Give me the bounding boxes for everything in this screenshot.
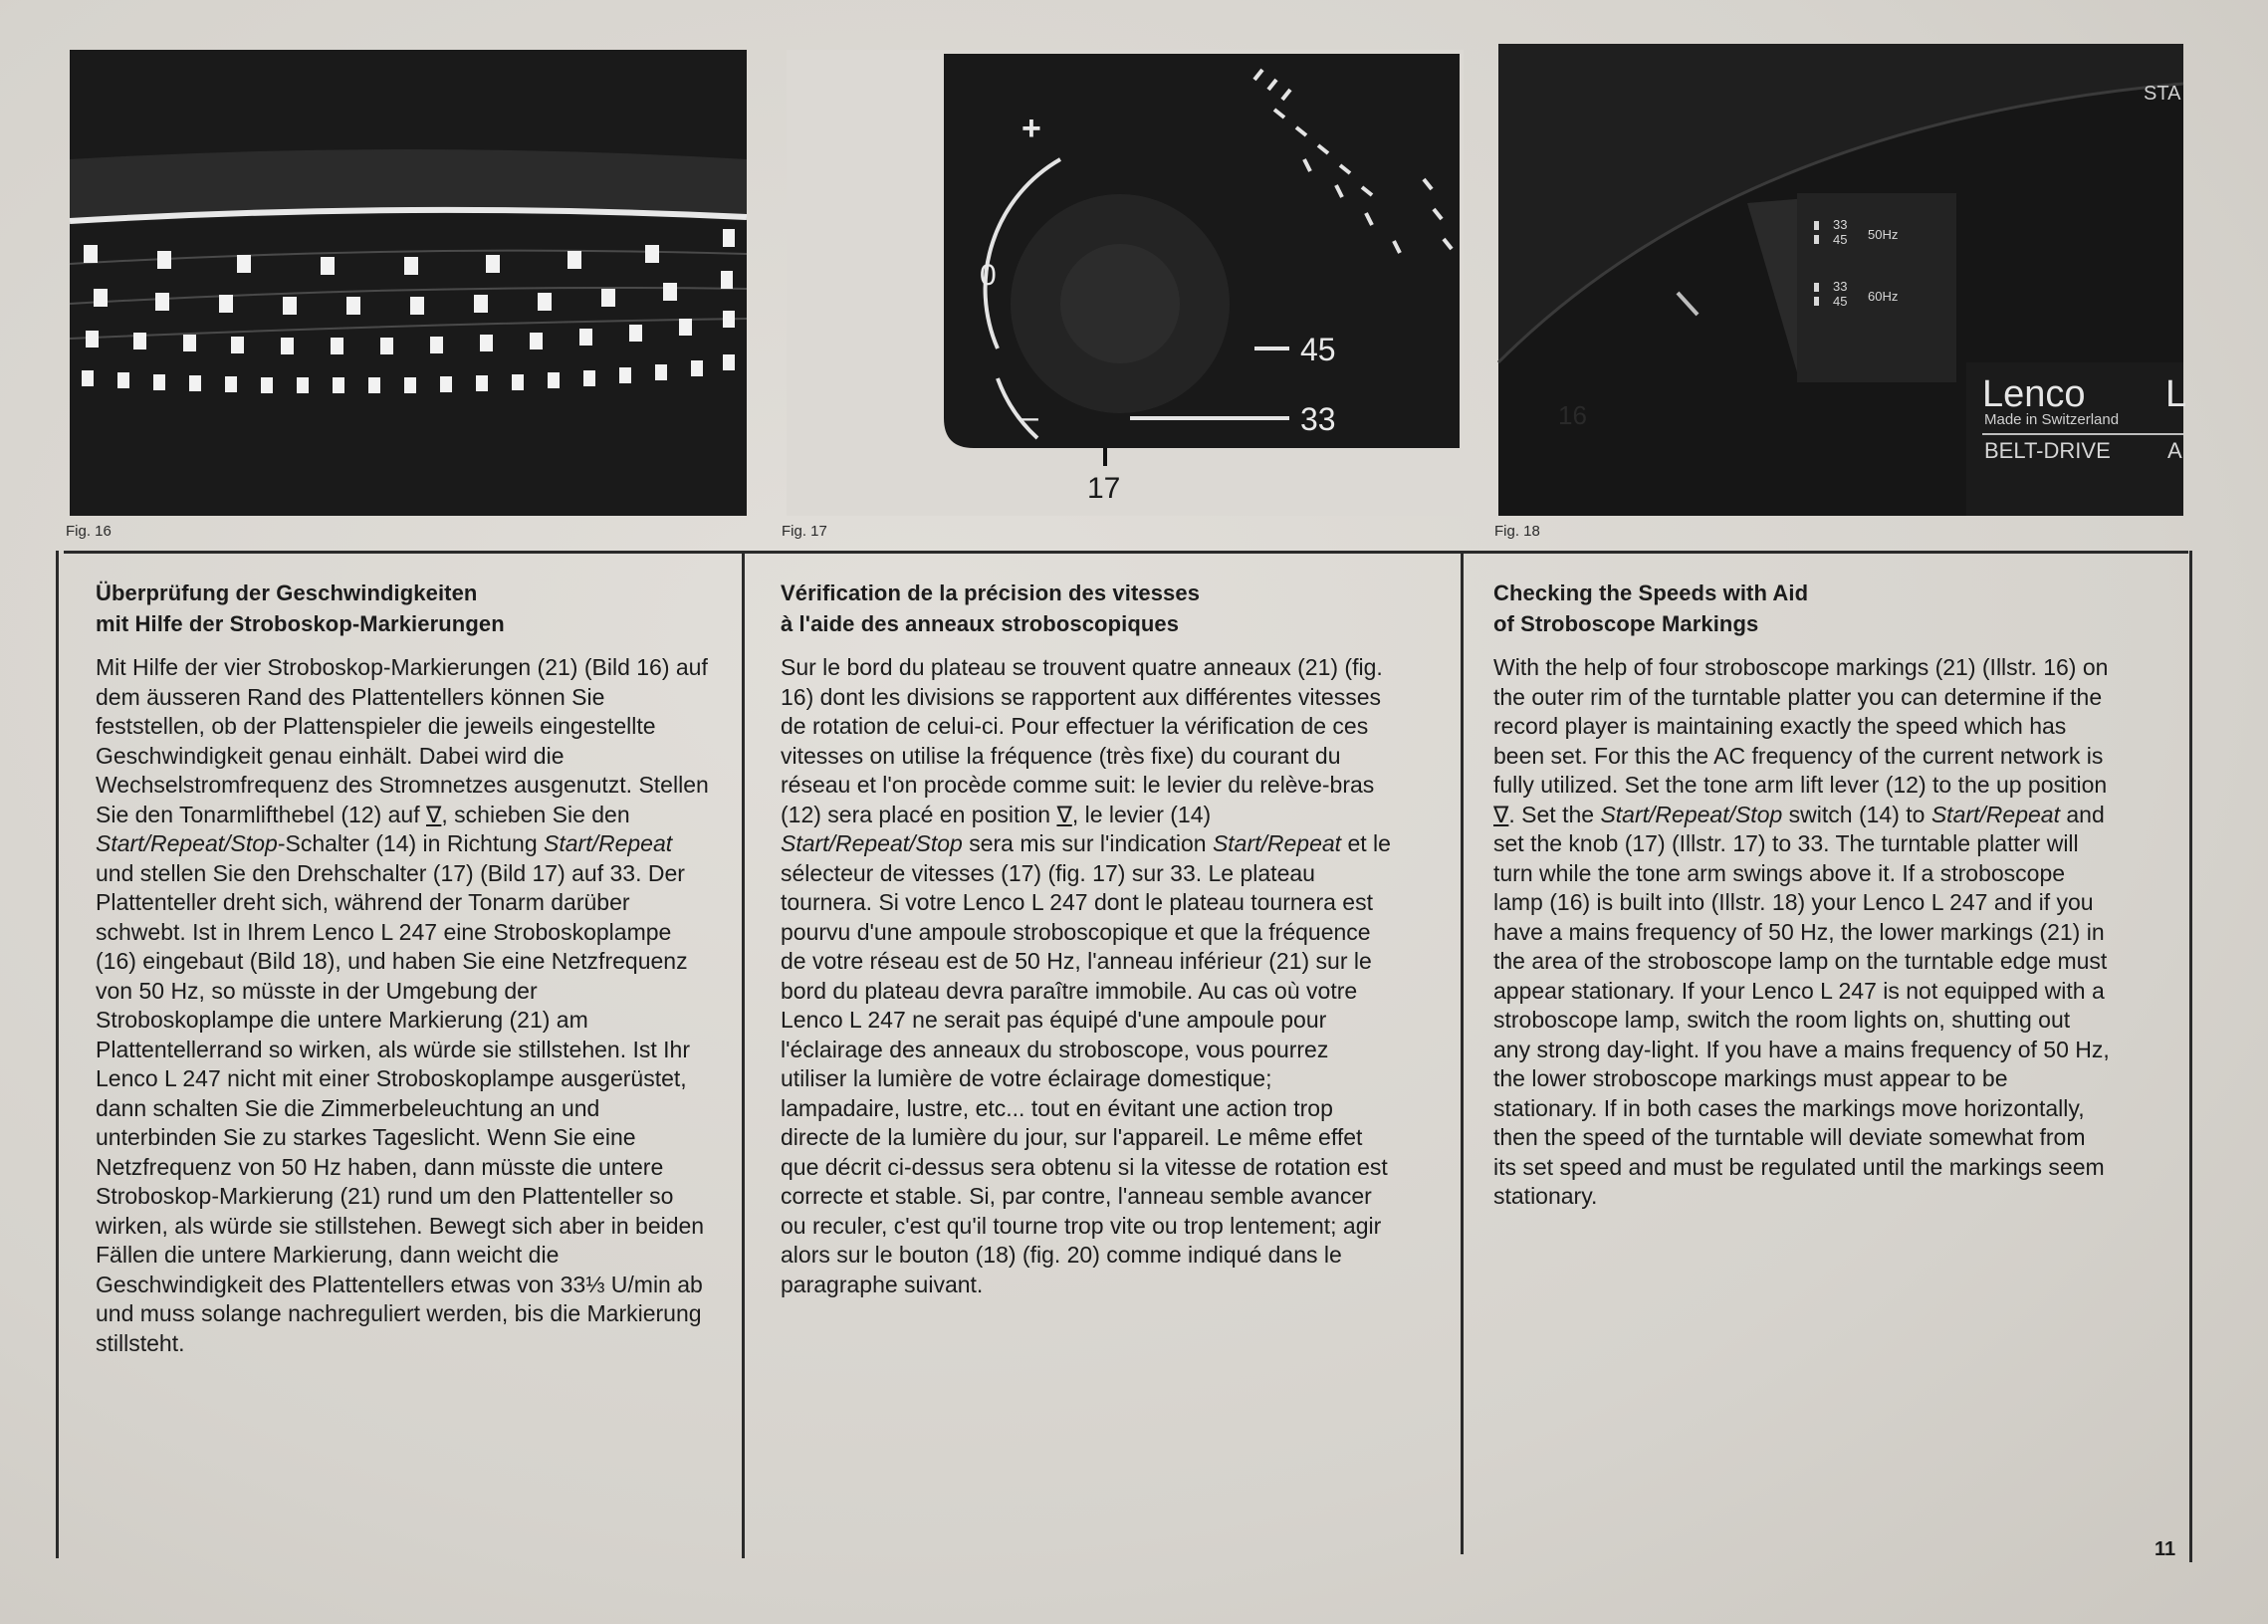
speed-knob-image [787, 50, 1464, 516]
french-heading: Vérification de la précision des vitesses à l'aide des anneaux stroboscopiques [781, 580, 1201, 636]
knob-number-label: 17 [1087, 472, 1121, 505]
lift-position-symbol: ∇ [426, 801, 442, 827]
german-heading: Überprüfung der Geschwindigkeiten mit Hilfe der Stroboskop-Markierungen [96, 580, 505, 636]
fig17-photo [787, 50, 1464, 516]
fig18-photo [1498, 44, 2187, 516]
belt-drive-label: BELT-DRIVE [1984, 438, 2111, 463]
german-column [96, 578, 713, 1358]
lift-position-symbol: ∇ [1493, 801, 1509, 827]
fig17-caption: Fig. 17 [782, 523, 827, 540]
page-number: 11 [2155, 1538, 2176, 1560]
fig16-photo [70, 50, 747, 516]
lamp-60hz-label: 60Hz [1868, 289, 1899, 304]
belt-drive-cut-letter: A [2167, 438, 2182, 463]
corner-sta-label: STA [2144, 83, 2181, 105]
speed-33-label: 33 [1300, 401, 1336, 437]
french-body: Sur le bord du plateau se trouvent quatre anneaux (21) (fig. 16) dont les divisions se rapportent aux différentes vitesses de rotation de celui-ci. Pour effectuer la vérification de ces vitesses on utilise la fréquence (très fixe) du courant du réseau et l'on procède comme suit: le levier du relève-bras (12) sera placé en position ∇, le levier (14) Start/Repeat/Stop sera mis sur l'indication Start/Repeat et le sélecteur de vitesses (17) (fig. 17) sur 33. Le plateau tournera. Si votre Lenco L 247 dont le plateau tournera est pourvu d'une ampoule stroboscopique et que la fréquence de votre réseau est de 50 Hz, l'anneau inférieur (21) sur le bord du plateau devra paraître immobile. Au cas où votre Lenco L 247 ne serait pas équipé d'une ampoule pour l'éclairage des anneaux du stroboscope, vous pourrez utiliser la lumière de votre éclairage domestique; lampadaire, lustre, etc... tout en évitant une action trop directe de la lumière du jour, sur l'appareil. Le même effet que décrit ci-dessus sera obtenu si la vitesse de rotation est correcte et stable. Si, par contre, l'anneau semble avancer ou reculer, c'est qu'il tourne trop vite ou trop lentement; agir alors sur le bouton (18) (fig. 20) comme indiqué dans le paragraphe suivant. [781, 654, 1391, 1297]
fig16-caption: Fig. 16 [66, 523, 112, 540]
english-column [1493, 578, 2111, 1212]
lenco-brand: Lenco [1982, 373, 2086, 415]
lamp-33-50hz: 33 [1833, 217, 1848, 232]
lamp-number-label: 16 [1558, 400, 1587, 430]
lift-position-symbol: ∇ [1056, 801, 1072, 827]
model-letter: L [2165, 373, 2187, 415]
column-rule-2 [1461, 551, 1464, 1554]
zero-label: 0 [980, 259, 997, 292]
german-body: Mit Hilfe der vier Stroboskop-Markierungen (21) (Bild 16) auf dem äusseren Rand des Plattentellers können Sie feststellen, ob der Plattenspieler die jeweils eingestellte Geschwindigkeit genau einhält. Dabei wird die Wechselstromfrequenz des Stromnetzes ausgenutzt. Stellen Sie den Tonarmlifthebel (12) auf ∇, schieben Sie den Start/Repeat/Stop-Schalter (14) in Richtung Start/Repeat und stellen Sie den Drehschalter (17) (Bild 17) auf 33. Der Plattenteller dreht sich, während der Tonarm darüber schwebt. Ist in Ihrem Lenco L 247 eine Stroboskoplampe (16) eingebaut (Bild 18), und haben Sie eine Netzfrequenz von 50 Hz, so müsste in der Umgebung der Stroboskoplampe die untere Markierung (21) am Plattentellerrand so wirken, als würde sie stillstehen. Ist Ihr Lenco L 247 nicht mit einer Stroboskoplampe ausgerüstet, dann schalten Sie die Zimmerbeleuchtung an und unterbinden Sie zu starkes Tageslicht. Wenn Sie eine Netzfrequenz von 50 Hz haben, dann müsste die untere Stroboskop-Markierung (21) rund um den Plattenteller so wirken, als würde sie stillstehen. Bewegt sich aber in beiden Fällen die untere Markierung, dann weicht die Geschwindigkeit des Plattentellers etwas von 33⅓ U/min ab und muss solange nachreguliert werden, bis die Markierung stillsteht. [96, 654, 709, 1356]
minus-label: – [1020, 398, 1038, 436]
column-rule-1 [742, 551, 745, 1558]
fig18-caption: Fig. 18 [1494, 523, 1540, 540]
plus-label: + [1021, 110, 1041, 147]
lamp-45-50hz: 45 [1833, 232, 1848, 247]
lamp-33-60hz: 33 [1833, 279, 1848, 294]
french-column [781, 578, 1394, 1299]
column-rule-left [56, 551, 59, 1558]
stroboscope-lamp-image [1498, 44, 2187, 516]
lamp-45-60hz: 45 [1833, 294, 1848, 309]
english-heading: Checking the Speeds with Aid of Stroboscope Markings [1493, 580, 1809, 636]
section-top-rule [64, 551, 2188, 554]
speed-45-label: 45 [1300, 332, 1336, 367]
lamp-50hz-label: 50Hz [1868, 227, 1899, 242]
english-body: With the help of four stroboscope markings (21) (Illstr. 16) on the outer rim of the turntable platter you can determine if the record player is maintaining exactly the speed which has been set. For this the AC frequency of the current network is fully utilized. Set the tone arm lift lever (12) to the up position ∇. Set the Start/Repeat/Stop switch (14) to Start/Repeat and set the knob (17) (Illstr. 17) to 33. The turntable platter will turn while the tone arm swings above it. If a stroboscope lamp (16) is built into (Illstr. 18) your Lenco L 247 and if you have a mains frequency of 50 Hz, the lower markings (21) in the area of the stroboscope lamp on the turntable edge must appear stationary. If your Lenco L 247 is not equipped with a stroboscope lamp, switch the room lights on, shutting out any strong day-light. If you have a mains frequency of 50 Hz, the lower stroboscope markings must appear to be stationary. If in both cases the markings move horizontally, then the speed of the turntable will deviate somewhat from its set speed and must be regulated until the markings seem stationary. [1493, 654, 2110, 1209]
stroboscope-rim-image [70, 50, 747, 516]
made-in-label: Made in Switzerland [1984, 411, 2120, 428]
column-rule-right [2189, 551, 2192, 1562]
